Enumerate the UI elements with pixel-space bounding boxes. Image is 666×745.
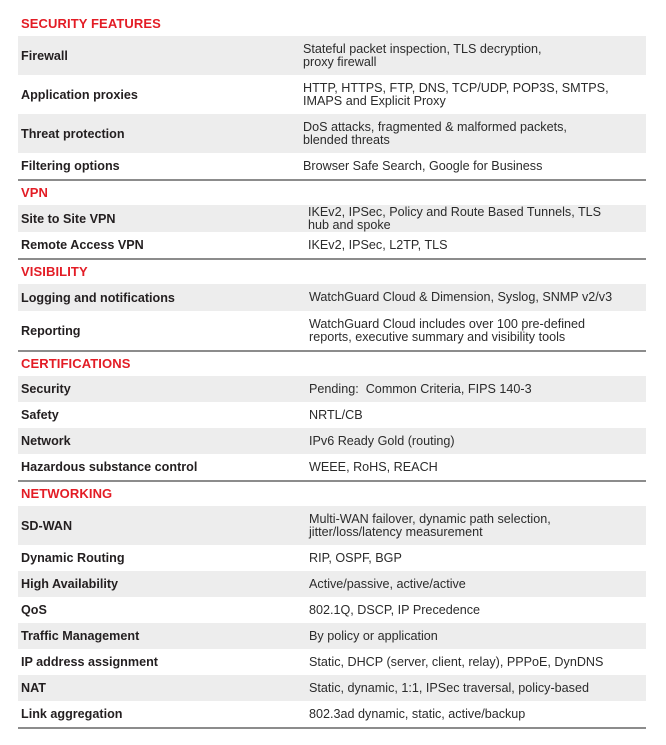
spec-label: Site to Site VPN <box>21 211 116 226</box>
spec-value <box>303 318 646 344</box>
spec-label: NAT <box>21 681 46 695</box>
spec-row-threat-protection <box>18 114 646 153</box>
spec-value-line: Multi-WAN failover, dynamic path selection, <box>309 511 551 526</box>
spec-label: Traffic Management <box>21 629 140 643</box>
spec-row-security <box>18 376 646 402</box>
spec-row-hazardous-substance-control <box>18 454 646 480</box>
spec-row-application-proxies <box>18 75 646 114</box>
spec-value-line: proxy firewall <box>303 54 377 69</box>
spec-row-reporting <box>18 311 646 350</box>
spec-row-nat <box>18 675 646 701</box>
spec-value-line: DoS attacks, fragmented & malformed packets, <box>303 119 567 134</box>
spec-row-dynamic-routing <box>18 545 646 571</box>
spec-label: Hazardous substance control <box>21 460 198 474</box>
spec-value: IPv6 Ready Gold (routing) <box>309 433 455 448</box>
spec-label: Logging and notifications <box>21 290 175 305</box>
spec-row-remote-access-vpn <box>18 232 646 258</box>
section-heading: CERTIFICATIONS <box>21 356 131 371</box>
section-certifications <box>18 352 646 482</box>
spec-label: Safety <box>21 408 59 422</box>
spec-value-line: HTTP, HTTPS, FTP, DNS, TCP/UDP, POP3S, SMTPS, <box>303 80 609 95</box>
section-heading: SECURITY FEATURES <box>21 16 161 31</box>
spec-value: 802.1Q, DSCP, IP Precedence <box>309 602 481 617</box>
section-vpn <box>18 181 646 260</box>
spec-row-safety <box>18 402 646 428</box>
spec-value: By policy or application <box>309 628 438 643</box>
spec-value-line: blended threats <box>303 132 390 147</box>
spec-value: WatchGuard Cloud & Dimension, Syslog, SNMP v2/v3 <box>309 290 613 304</box>
spec-label: Security <box>21 382 71 396</box>
spec-label: Link aggregation <box>21 707 123 721</box>
spec-table <box>18 12 646 729</box>
spec-row-network <box>18 428 646 454</box>
spec-row-high-availability <box>18 571 646 597</box>
spec-value-line: jitter/loss/latency measurement <box>309 524 483 539</box>
spec-value: Browser Safe Search, Google for Business <box>303 158 543 173</box>
spec-label: Dynamic Routing <box>21 551 125 565</box>
spec-label: Firewall <box>21 48 68 63</box>
spec-row-filtering-options <box>18 153 646 179</box>
spec-value <box>303 206 646 232</box>
spec-value: NRTL/CB <box>309 407 363 422</box>
spec-row-firewall <box>18 36 646 75</box>
spec-label: Network <box>21 434 71 448</box>
spec-row-sd-wan <box>18 506 646 545</box>
section-heading: VISIBILITY <box>21 264 88 279</box>
spec-value: Static, dynamic, 1:1, IPSec traversal, policy-based <box>309 680 589 695</box>
section-visibility <box>18 260 646 352</box>
spec-value: 802.3ad dynamic, static, active/backup <box>309 706 526 721</box>
spec-value-line: IKEv2, IPSec, Policy and Route Based Tunnels, TLS <box>308 204 602 219</box>
spec-value: IKEv2, IPSec, L2TP, TLS <box>308 237 448 252</box>
spec-label: High Availability <box>21 577 119 591</box>
spec-label: Remote Access VPN <box>21 238 144 252</box>
spec-label: Filtering options <box>21 159 120 173</box>
spec-value-line: WatchGuard Cloud includes over 100 pre-defined <box>309 316 586 331</box>
spec-label: Threat protection <box>21 126 125 141</box>
spec-row-link-aggregation <box>18 701 646 727</box>
spec-value-line: IMAPS and Explicit Proxy <box>303 93 446 108</box>
spec-label: IP address assignment <box>21 655 158 669</box>
spec-row-traffic-management <box>18 623 646 649</box>
spec-value <box>303 82 646 108</box>
spec-value-line: Stateful packet inspection, TLS decryption, <box>303 41 542 56</box>
section-networking <box>18 482 646 729</box>
spec-value: RIP, OSPF, BGP <box>309 550 402 565</box>
spec-value <box>303 43 646 69</box>
spec-row-qos <box>18 597 646 623</box>
spec-label: QoS <box>21 603 47 617</box>
spec-value: Active/passive, active/active <box>309 576 466 591</box>
spec-value: Static, DHCP (server, client, relay), PPPoE, DynDNS <box>309 654 604 669</box>
section-divider <box>18 727 646 729</box>
spec-value-line: reports, executive summary and visibility tools <box>309 329 566 344</box>
spec-value <box>303 121 646 147</box>
spec-label: Reporting <box>21 323 81 338</box>
spec-row-ip-address-assignment <box>18 649 646 675</box>
spec-label: Application proxies <box>21 87 138 102</box>
spec-label: SD-WAN <box>21 518 73 533</box>
section-heading: VPN <box>21 185 49 200</box>
spec-value: Pending: Common Criteria, FIPS 140-3 <box>309 381 532 396</box>
spec-row-site-to-site-vpn <box>18 205 646 232</box>
spec-row-logging-and-notifications <box>18 284 646 311</box>
section-heading: NETWORKING <box>21 486 113 501</box>
spec-value <box>303 513 646 539</box>
section-security-features <box>18 12 646 181</box>
spec-value-line: hub and spoke <box>308 217 391 232</box>
spec-value: WEEE, RoHS, REACH <box>309 459 438 474</box>
